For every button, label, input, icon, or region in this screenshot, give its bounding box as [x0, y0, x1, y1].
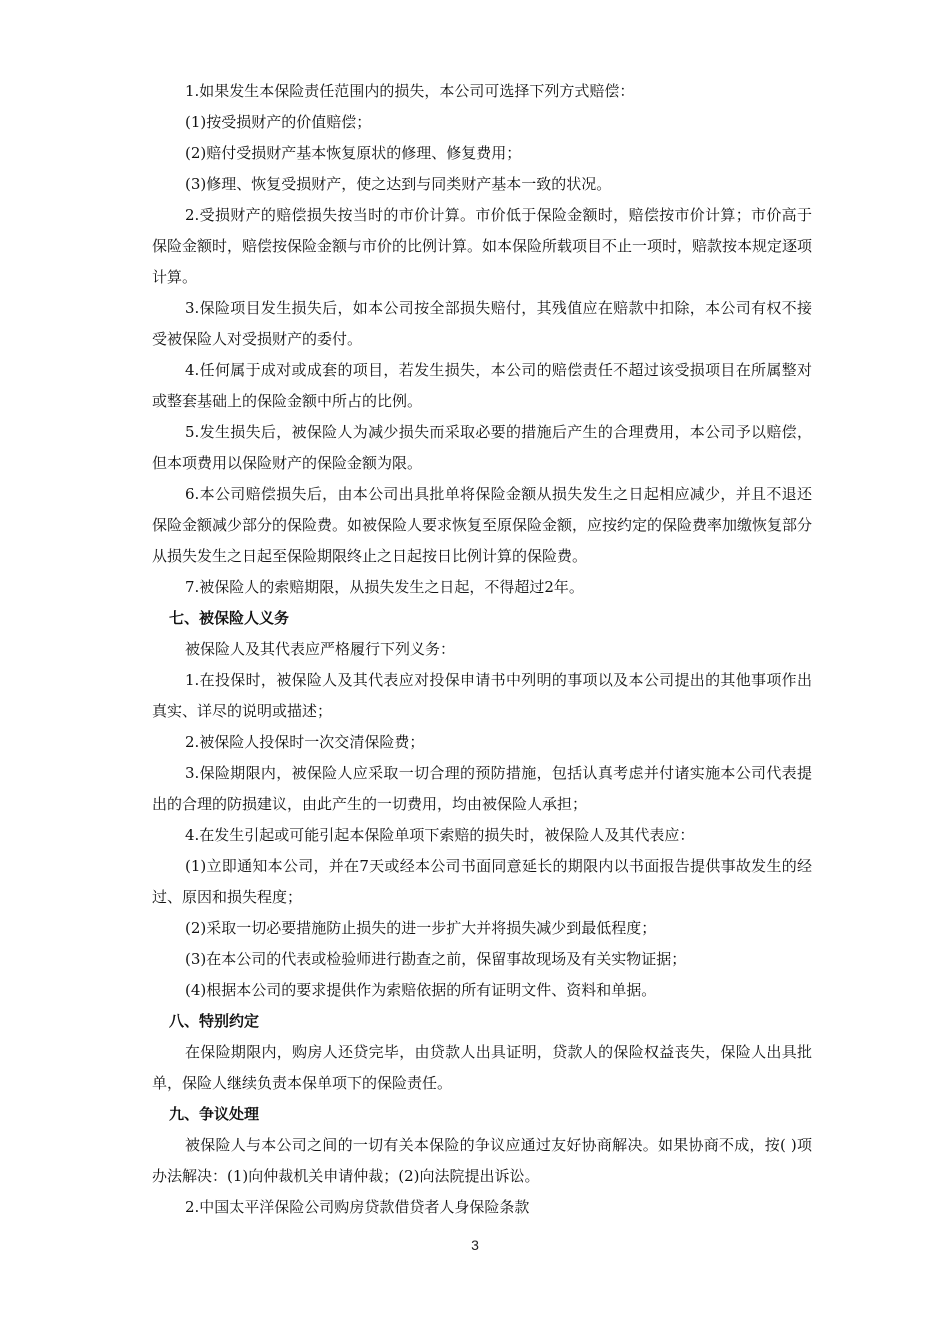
paragraph: 6.本公司赔偿损失后，由本公司出具批单将保险金额从损失发生之日起相应减少，并且不退还保险金额减少部分的保险费。如被保险人要求恢复至原保险金额，应按约定的保险费率加缴恢复部分从损失发生之日起至保险期限终止之日起按日比例计算的保险费。 [152, 485, 813, 565]
paragraph: 3.保险期限内，被保险人应采取一切合理的预防措施，包括认真考虑并付诸实施本公司代表提出的合理的防损建议，由此产生的一切费用，均由被保险人承担； [152, 764, 812, 813]
paragraph: 4.任何属于成对或成套的项目，若发生损失，本公司的赔偿责任不超过该受损项目在所属整对或整套基础上的保险金额中所占的比例。 [152, 361, 812, 410]
paragraph: (4)根据本公司的要求提供作为索赔依据的所有证明文件、资料和单据。 [185, 981, 657, 999]
paragraph: (3)修理、恢复受损财产，使之达到与同类财产基本一致的状况。 [185, 175, 612, 193]
paragraph: (2)赔付受损财产基本恢复原状的修理、修复费用； [185, 144, 522, 162]
paragraph: (1)立即通知本公司，并在7天或经本公司书面同意延长的期限内以书面报告提供事故发生的经过、原因和损失程度； [152, 857, 812, 906]
paragraph: 2.受损财产的赔偿损失按当时的市价计算。市价低于保险金额时，赔偿按市价计算；市价高于保险金额时，赔偿按保险金额与市价的比例计算。如本保险所载项目不止一项时，赔款按本规定逐项计算。 [152, 206, 813, 286]
paragraph: 在保险期限内，购房人还贷完毕，由贷款人出具证明，贷款人的保险权益丧失，保险人出具批单，保险人继续负责本保单项下的保险责任。 [152, 1043, 812, 1092]
paragraph: 被保险人及其代表应严格履行下列义务： [185, 640, 456, 658]
section-heading: 九、争议处理 [169, 1105, 260, 1123]
paragraph: (2)采取一切必要措施防止损失的进一步扩大并将损失减少到最低程度； [185, 919, 657, 937]
paragraph: 1.在投保时，被保险人及其代表应对投保申请书中列明的事项以及本公司提出的其他事项作出真实、详尽的说明或描述； [152, 671, 812, 720]
paragraph: 3.保险项目发生损失后，如本公司按全部损失赔付，其残值应在赔款中扣除，本公司有权不接受被保险人对受损财产的委付。 [152, 299, 812, 348]
section-heading: 七、被保险人义务 [169, 609, 290, 627]
page-number: 3 [471, 1237, 479, 1253]
paragraph: (1)按受损财产的价值赔偿； [185, 113, 372, 131]
paragraph: 2.中国太平洋保险公司购房贷款借贷者人身保险条款 [185, 1198, 530, 1216]
paragraph: 7.被保险人的索赔期限，从损失发生之日起，不得超过2年。 [185, 578, 584, 596]
paragraph: 1.如果发生本保险责任范围内的损失，本公司可选择下列方式赔偿： [185, 82, 635, 100]
paragraph: 2.被保险人投保时一次交清保险费； [185, 733, 425, 751]
paragraph: (3)在本公司的代表或检验师进行勘查之前，保留事故现场及有关实物证据； [185, 950, 687, 968]
paragraph: 5.发生损失后，被保险人为减少损失而采取必要的措施后产生的合理费用，本公司予以赔偿，但本项费用以保险财产的保险金额为限。 [152, 423, 812, 472]
section-heading: 八、特别约定 [169, 1012, 260, 1030]
paragraph: 被保险人与本公司之间的一切有关本保险的争议应通过友好协商解决。如果协商不成，按( )项办法解决：(1)向仲裁机关申请仲裁；(2)向法院提出诉讼。 [152, 1136, 812, 1185]
paragraph: 4.在发生引起或可能引起本保险单项下索赔的损失时，被保险人及其代表应： [185, 826, 695, 844]
document-body [152, 76, 812, 1223]
